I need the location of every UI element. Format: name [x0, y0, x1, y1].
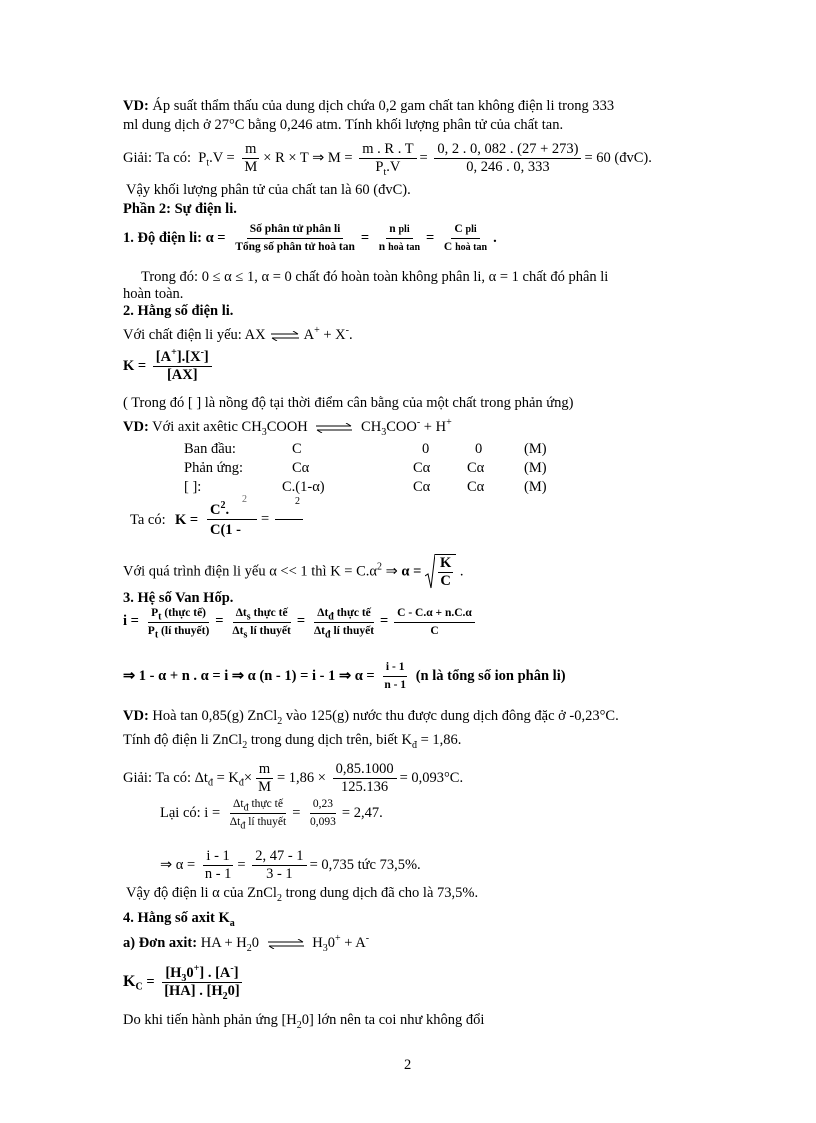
sec4-kc-formula: $K_C$ = $\frac{[H_30^+] . [A^-]}{[HA] . [H_20]}$ [123, 963, 240, 1002]
table-row-label: Ban đầu: [184, 441, 236, 457]
sec2-k2-den: C(1 - [210, 522, 242, 538]
vd2-conclusion: Vậy độ điện li α của ZnCl$_2$ trong dung dịch đã cho là 73,5%. [126, 885, 479, 904]
sec2-taco: Ta có: [130, 512, 166, 528]
fraction-calculation: $\frac{0, 2 . 0, 082 . (27 + 273)}{0, 246 . 0, 333}$ [434, 142, 581, 175]
fraction-m-over-M: $\frac{m}{M}$ [241, 142, 260, 175]
square-root: K C [425, 554, 456, 590]
vd1-conclusion: Vậy khối lượng phân tử của chất tan là 60 (đvC). [126, 182, 411, 198]
part2-title: Phần 2: Sự điện li. [123, 201, 237, 217]
vd1-line2: ml dung dịch ở 27°C bằng 0,246 atm. Tính khối lượng phân tử của chất tan. [123, 117, 564, 133]
sec4-title: 4. Hằng số axit $K_a$ [123, 910, 235, 929]
sec2-approx: Với quá trình điện li yếu α << 1 thì $K = C.\alpha^2$ ⇒ α = K C . [123, 555, 464, 589]
equilibrium-arrow-icon [267, 939, 305, 949]
sec4-mono-acid: a) Đơn axit: HA + $H_20$ $H_30^+ + A^-$ [123, 933, 370, 954]
sec1-note1: Trong đó: 0 ≤ α ≤ 1, α = 0 chất đó hoàn toàn không phân li, α = 1 chất đó phân li [141, 269, 609, 285]
sec3-formula: i = $\frac{P_t (thực tế)}{P_t (lí thuyết)}$ = $\frac{\Delta t_s thực tế}{\Delta t_s lí thuyết}$ = $\frac{\Delta t_đ thực tế}{\Delta t_đ lí thuyết}$ = $\frac{C - C.\alpha + n.C.\alpha}{C}$ [123, 606, 478, 639]
sec2-title: 2. Hằng số điện li. [123, 303, 234, 319]
radical-sign-icon [425, 554, 435, 590]
equilibrium-arrow-icon [270, 331, 300, 341]
sec2-k2-label: K = [175, 512, 199, 528]
sec2-example: VD: Với axit axêtic $CH_3COOH$ $CH_3COO^- + H^+$ [123, 417, 452, 438]
vd2-giai: Giải: Ta có: $\Delta t_đ = K_đ\times$ $\frac{m}{M}$ = 1,86 × $\frac{0,85.1000}{125.136}$ = 0,093°C. [123, 761, 464, 795]
table-row-label: [ ]: [184, 479, 202, 495]
vd2-alpha: ⇒ α = $\frac{i - 1}{n - 1}$ = $\frac{2, 47 - 1}{3 - 1}$ = 0,735 tức 73,5%. [160, 848, 421, 882]
fraction-mrt-over-ptv: $\frac{m . R . T}{P_t.V}$ [359, 142, 416, 175]
fraction-bar [207, 519, 257, 520]
vd1-formula: Giải: Ta có: $P_t.V$ = $\frac{m}{M}$ × R × T ⇒ M = $\frac{m . R . T}{P_t.V}$ = $\frac{0, 2 . 0, 082 . (27 + 273)}{0, 246 . 0, 333}$ = 60 (đvC). [123, 141, 652, 178]
sec2-note: ( Trong đó [ ] là nồng độ tại thời điểm cân bằng của một chất trong phản ứng) [123, 395, 574, 411]
vd1-line1: VD: Áp suất thẩm thấu của dung dịch chứa 0,2 gam chất tan không điện li trong 333 [123, 98, 615, 114]
vd-label: VD: [123, 98, 149, 114]
sec2-weak-electrolyte: Với chất điện li yếu: AX A+ + X-. [123, 325, 353, 343]
sec1-formula: 1. Độ điện li: α = $\frac{\text{Số phân tử phân li}}{\text{Tổng số phân tử hoà tan}}$ = $\frac{\text{n pli}}{\text{n hoà tan}}$ = $\frac{\text{C pli}}{\text{C hoà tan}}$ . [123, 223, 497, 253]
sec2-k2-num: $C^2$. [210, 500, 230, 518]
fraction-bar [275, 519, 303, 520]
sec2-k-formula: K = $\frac{[A^+].[X^-]}{[AX]}$ [123, 350, 215, 383]
vd2-laico: Lại có: i = $\frac{\Delta t_đ thực tế}{\Delta t_đ lí thuyết}$ = $\frac{0,23}{0,093}$ = 2,47. [160, 798, 383, 832]
vd2-line2: Tính độ điện li ZnCl$_2$ trong dung dịch trên, biết $K_đ = 1,86$. [123, 732, 462, 751]
vd2-line1: VD: Hoà tan 0,85(g) ZnCl$_2$ vào 125(g) nước thu được dung dịch đông đặc ở -0,23°C. [123, 708, 619, 727]
sec3-derivation: ⇒ 1 - α + n . α = i ⇒ α (n - 1) = i - 1 ⇒ α = $\frac{i - 1}{n - 1}$ (n là tổng số ion phân li) [123, 661, 566, 691]
sec1-note2: hoàn toàn. [123, 286, 184, 302]
sec3-title: 3. Hệ số Van Hốp. [123, 590, 234, 606]
page-number: 2 [404, 1057, 412, 1073]
equilibrium-arrow-icon [315, 423, 353, 433]
sec4-note: Do khi tiến hành phản ứng $[H_20]$ lớn nên ta coi như không đổi [123, 1012, 485, 1031]
table-row-label: Phản ứng: [184, 460, 244, 476]
